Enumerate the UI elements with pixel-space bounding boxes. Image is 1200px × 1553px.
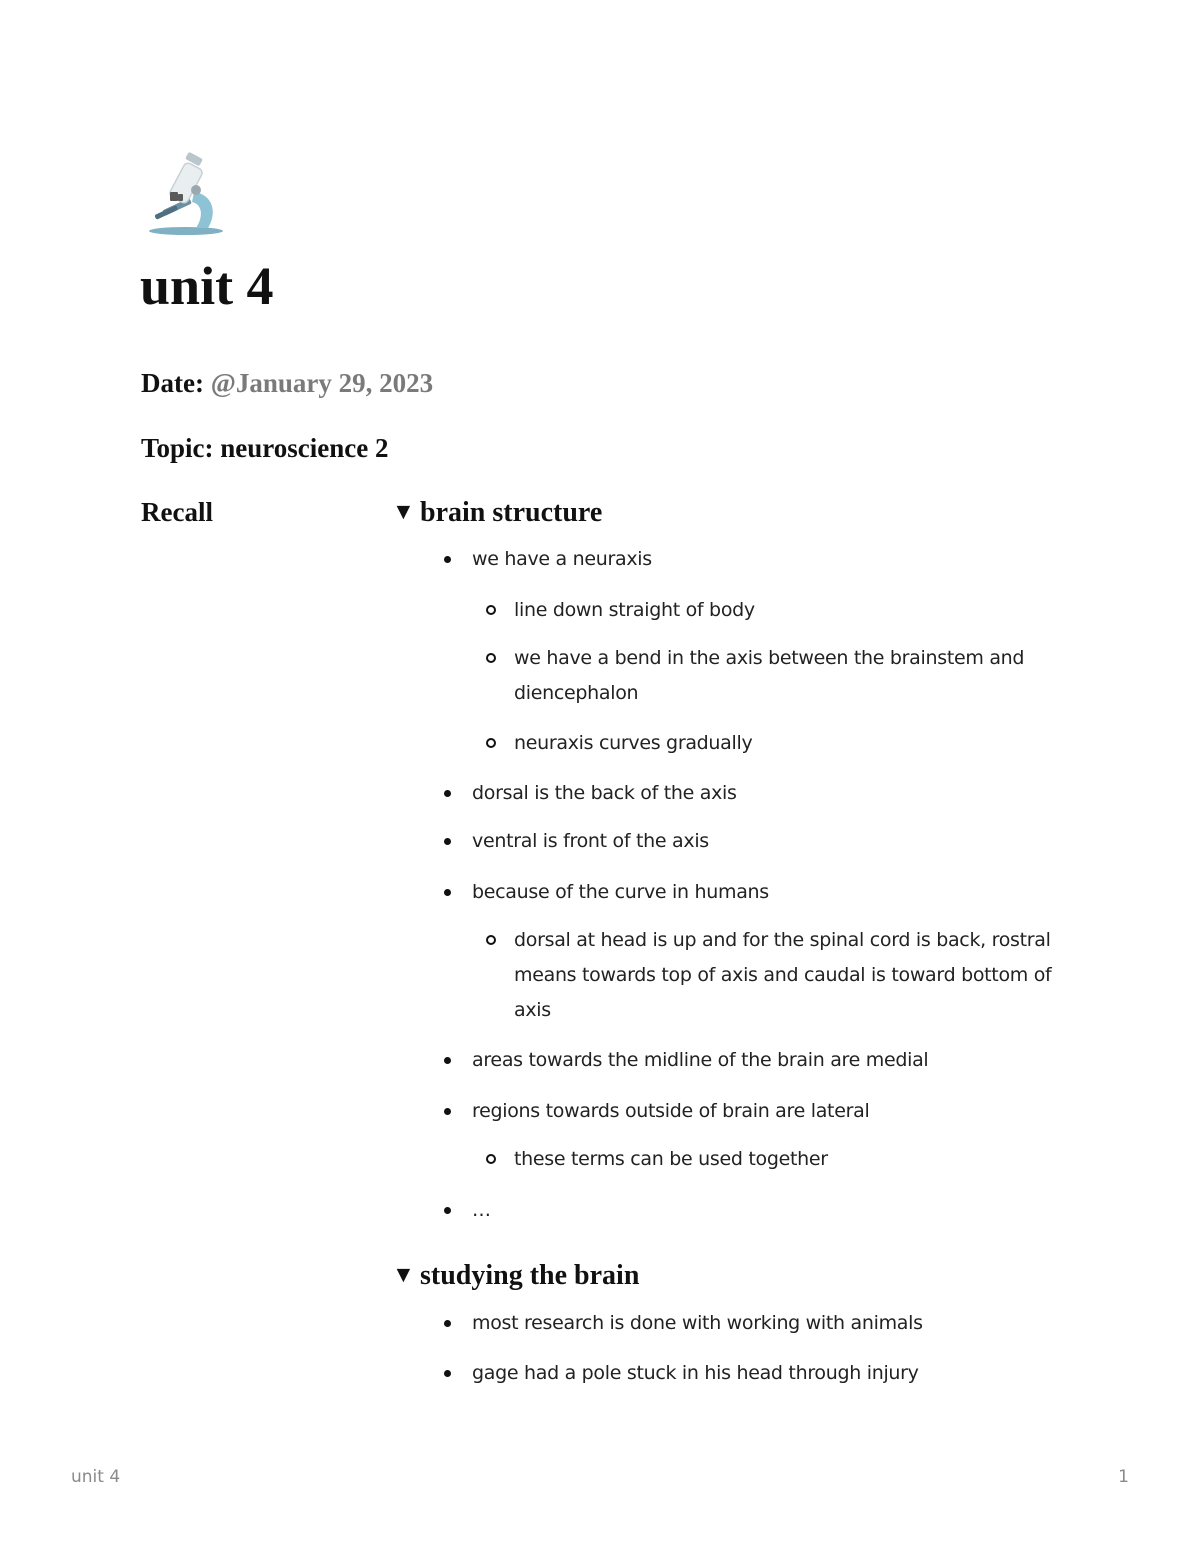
list-item-text: dorsal at head is up and for the spinal cord is back, rostral means towards top of axis and caudal is toward bottom of axis xyxy=(514,929,1052,1021)
list-item xyxy=(472,824,1072,859)
hollow-bullet-icon xyxy=(486,738,496,748)
list-item xyxy=(472,875,1072,910)
topic-value: neuroscience 2 xyxy=(220,433,389,463)
bullet-icon xyxy=(444,556,451,563)
list-item-text: we have a bend in the axis between the brainstem and diencephalon xyxy=(514,647,1025,704)
list-item xyxy=(514,1142,1074,1177)
list-item xyxy=(472,776,1072,811)
list-item xyxy=(514,593,1074,628)
list-item xyxy=(514,641,1074,711)
bullet-icon xyxy=(444,1320,451,1327)
list-item-text: ventral is front of the axis xyxy=(472,830,709,852)
list-item-text: … xyxy=(472,1199,491,1221)
footer-doc-name: unit 4 xyxy=(71,1467,121,1487)
list-item-text: line down straight of body xyxy=(514,599,755,621)
list-item-text: because of the curve in humans xyxy=(472,881,769,903)
list-item xyxy=(514,923,1074,1028)
list-item xyxy=(472,1306,1072,1341)
microscope-icon xyxy=(146,152,226,236)
toggle-heading: brain structure xyxy=(420,497,603,528)
hollow-bullet-icon xyxy=(486,935,496,945)
bullet-icon xyxy=(444,1057,451,1064)
toggle-studying-the-brain[interactable] xyxy=(392,1257,639,1294)
hollow-bullet-icon xyxy=(486,1154,496,1164)
bullet-icon xyxy=(444,889,451,896)
list-item-text: neuraxis curves gradually xyxy=(514,732,753,754)
date-property xyxy=(141,365,433,401)
list-item-text: dorsal is the back of the axis xyxy=(472,782,737,804)
hollow-bullet-icon xyxy=(486,605,496,615)
list-item xyxy=(514,726,1074,761)
bullet-icon xyxy=(444,1108,451,1115)
list-item-text: areas towards the midline of the brain are medial xyxy=(472,1049,929,1071)
date-value[interactable]: @January 29, 2023 xyxy=(210,368,434,398)
hollow-bullet-icon xyxy=(486,653,496,663)
bullet-icon xyxy=(444,1207,451,1214)
list-item-text: these terms can be used together xyxy=(514,1148,828,1170)
toggle-brain-structure[interactable] xyxy=(392,494,602,531)
list-item xyxy=(472,1043,1072,1078)
page-title: unit 4 xyxy=(140,256,274,316)
list-item xyxy=(472,1094,1072,1129)
topic-property xyxy=(141,430,389,466)
bullet-icon xyxy=(444,838,451,845)
toggle-heading: studying the brain xyxy=(420,1260,640,1291)
bullet-icon xyxy=(444,790,451,797)
footer-page-number: 1 xyxy=(1118,1467,1129,1487)
date-label: Date: xyxy=(141,368,204,398)
toggle-triangle-icon[interactable]: ▼ xyxy=(392,499,415,524)
list-item-text: gage had a pole stuck in his head through injury xyxy=(472,1362,919,1384)
list-item-text: we have a neuraxis xyxy=(472,548,652,570)
list-item xyxy=(472,1193,1072,1228)
list-item xyxy=(472,1356,1072,1391)
bullet-icon xyxy=(444,1370,451,1377)
topic-label: Topic: xyxy=(141,433,214,463)
list-item xyxy=(472,542,1072,577)
recall-label: Recall xyxy=(141,497,213,527)
list-item-text: most research is done with working with animals xyxy=(472,1312,923,1334)
toggle-triangle-icon[interactable]: ▼ xyxy=(392,1262,415,1287)
list-item-text: regions towards outside of brain are lateral xyxy=(472,1100,870,1122)
